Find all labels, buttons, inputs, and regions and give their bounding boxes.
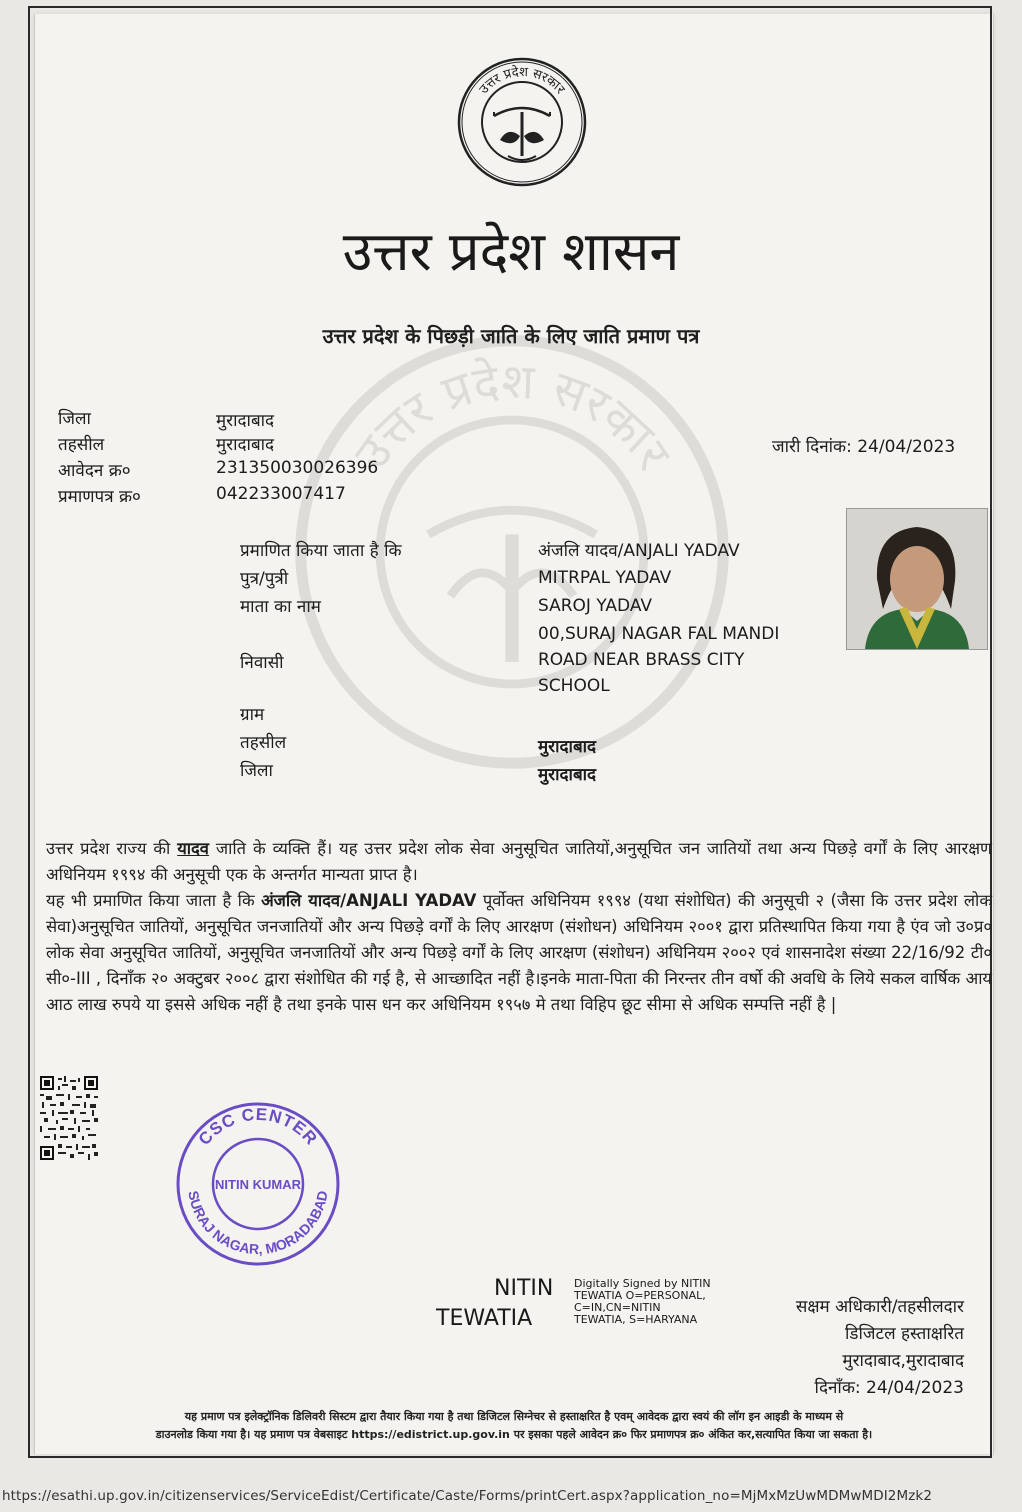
address-line-3: SCHOOL bbox=[538, 676, 610, 696]
certificate-number-label: प्रमाणपत्र क्र० bbox=[58, 487, 141, 507]
body-p2-text-b: पूर्वोक्त अधिनियम १९९४ (यथा संशोधित) की अनुसूची २ (जैसा कि उत्तर प्रदेश लोक सेवा)अनुसूचित जातियों, अनुसूचित जनजातियों और अन्य पिछड़े वर्गों के लिए आरक्षण (संशोधन) अधिनियम २००१ द्वारा प्रतिस्थापित किया गया है एंव जो उ०प्र० लोक सेवा अनुसूचित जातियों, अनुसूचित जनजातियों और अन्य पिछड़े वर्गों के लिए आरक्षण (संशोधन) अधिनियम २००२ एवं शासनादेश संख्या 22/16/92 टी० सी०-III , दिनाँक २० अक्टुबर २००८ द्वारा संशोधित की गई है, से आच्छादित नहीं है।इनके माता-पिता की निरन्तर तीन वर्षो की अवधि के लिये सकल वार्षिक आय आठ लाख रुपये या इससे अधिक नहीं है तथा इनके पास धन कर अधिनियम १९५७ मे तथा विहिप छूट सीमा से अधिक सम्पत्ति नहीं है | bbox=[46, 891, 993, 1014]
print-url: https://esathi.up.gov.in/citizenservices/ServiceEdist/Certificate/Caste/Forms/printCert.aspx?application_no=MjMxMzUwMDMwMDI2Mzk2 bbox=[2, 1488, 933, 1504]
district-label: जिला bbox=[58, 409, 91, 429]
digital-sign-line-3: C=IN,CN=NITIN bbox=[574, 1301, 661, 1314]
application-number-label: आवेदन क्र० bbox=[58, 461, 131, 481]
applicant-photo bbox=[846, 508, 988, 650]
svg-text:CSC CENTER: CSC CENTER bbox=[194, 1104, 322, 1149]
district-value: मुरादाबाद bbox=[216, 411, 275, 431]
authority-date: दिनाँक: 24/04/2023 bbox=[814, 1378, 964, 1398]
resident-label: निवासी bbox=[240, 653, 284, 673]
digital-sign-line-2: TEWATIA O=PERSONAL, bbox=[574, 1289, 706, 1302]
footer-note-line-1: यह प्रमाण पत्र इलेक्ट्रॉनिक डिलिवरी सिस्टम द्वारा तैयार किया गया है तथा डिजिटल सिग्नेचर से हस्ताक्षरित है एवम् आवेदक द्वारा स्वयं की लॉग इन आइडी के माध्यम से bbox=[184, 1410, 844, 1423]
tehsil-label: तहसील bbox=[58, 435, 105, 455]
authority-designation: सक्षम अधिकारी/तहसीलदार bbox=[795, 1297, 964, 1317]
person-silhouette-icon bbox=[847, 509, 987, 649]
svg-text:NITIN KUMAR: NITIN KUMAR bbox=[215, 1177, 301, 1192]
signer-name-line-1: NITIN bbox=[494, 1276, 554, 1301]
body-paragraph-1 bbox=[46, 836, 992, 888]
certificate-body bbox=[46, 836, 992, 1018]
authority-location: मुरादाबाद,मुरादाबाद bbox=[842, 1351, 964, 1371]
address-line-1: 00,SURAJ NAGAR FAL MANDI bbox=[538, 624, 780, 644]
government-title: उत्तर प्रदेश शासन bbox=[342, 220, 680, 283]
certified-label: प्रमाणित किया जाता है कि bbox=[240, 541, 402, 561]
up-government-emblem bbox=[456, 56, 588, 188]
svg-text:उत्तर प्रदेश सरकार: उत्तर प्रदेश सरकार bbox=[476, 64, 568, 98]
person-district-label: जिला bbox=[240, 761, 273, 781]
son-daughter-label: पुत्र/पुत्री bbox=[240, 569, 289, 589]
address-line-2: ROAD NEAR BRASS CITY bbox=[538, 650, 745, 670]
certificate-title: उत्तर प्रदेश के पिछड़ी जाति के लिए जाति प्रमाण पत्र bbox=[322, 324, 700, 348]
body-paragraph-2 bbox=[46, 888, 992, 1018]
father-name: MITRPAL YADAV bbox=[538, 568, 672, 588]
svg-text:उत्तर प्रदेश सरकार: उत्तर प्रदेश सरकार bbox=[343, 353, 682, 481]
digital-signature-block bbox=[574, 1278, 711, 1326]
svg-text:SURAJ NAGAR, MORADABAD: SURAJ NAGAR, MORADABAD bbox=[185, 1189, 331, 1258]
qr-code-icon bbox=[40, 1076, 98, 1160]
signer-name-line-2: TEWATIA bbox=[436, 1306, 533, 1331]
person-tehsil-value: मुरादाबाद bbox=[538, 737, 597, 757]
tehsil-value: मुरादाबाद bbox=[216, 435, 275, 455]
authority-block bbox=[700, 1294, 964, 1402]
body-p1-text-b: जाति के व्यक्ति हैं। यह उत्तर प्रदेश लोक सेवा अनुसूचित जातियों,अनुसूचित जन जातियों तथा अन्य पिछड़े वर्गों के लिए आरक्षण अधिनियम १९९४ की अनुसूची एक के अन्तर्गत मान्यता प्राप्त है। bbox=[46, 839, 992, 884]
applicant-name: अंजलि यादव/ANJALI YADAV bbox=[538, 541, 740, 561]
body-applicant-name: अंजलि यादव/ANJALI YADAV bbox=[261, 891, 477, 910]
application-number-value: 231350030026396 bbox=[216, 458, 379, 478]
digital-sign-line-4: TEWATIA, S=HARYANA bbox=[574, 1313, 698, 1326]
authority-digital-signed: डिजिटल हस्ताक्षरित bbox=[845, 1324, 964, 1344]
body-p2-text-a: यह भी प्रमाणित किया जाता है कि bbox=[46, 891, 262, 910]
person-district-value: मुरादाबाद bbox=[538, 765, 597, 785]
person-tehsil-label: तहसील bbox=[240, 733, 287, 753]
footer-note bbox=[54, 1408, 974, 1444]
caste-name: यादव bbox=[177, 839, 209, 858]
certificate-number-value: 042233007417 bbox=[216, 484, 346, 504]
footer-note-line-2: डाउनलोड किया गया है। यह प्रमाण पत्र वेबसाइट https://edistrict.up.gov.in पर इसका पहले आवेदन क्र० फिर प्रमाणपत्र क्र० अंकित कर,सत्यापित किया जा सकता है। bbox=[155, 1428, 873, 1441]
csc-center-stamp bbox=[174, 1090, 342, 1278]
village-label: ग्राम bbox=[240, 705, 265, 725]
mother-label: माता का नाम bbox=[240, 597, 321, 617]
mother-name: SAROJ YADAV bbox=[538, 596, 653, 616]
digital-sign-line-1: Digitally Signed by NITIN bbox=[574, 1277, 711, 1290]
issue-date: जारी दिनांक: 24/04/2023 bbox=[772, 437, 956, 457]
body-p1-text-a: उत्तर प्रदेश राज्य की bbox=[46, 839, 178, 858]
